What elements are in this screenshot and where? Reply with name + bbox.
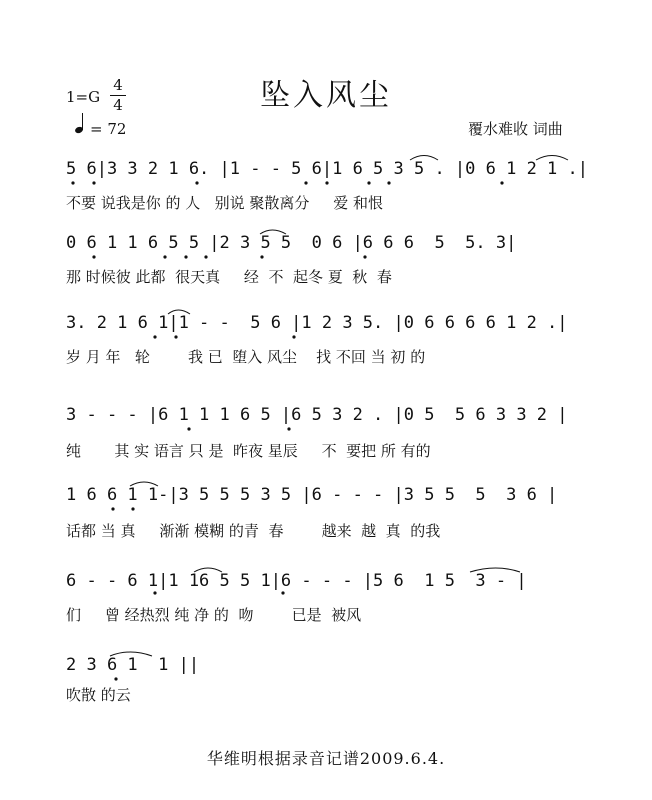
notation-line-2: 0 6 1 1 6 5 5 |2 3 5 5 0 6 |6 6 6 5 5. 3| [66,233,517,253]
lyrics-line-4: 纯 其 实 语言 只 是 昨夜 星辰 不 要把 所 有的 [66,442,431,460]
lyrics-line-7: 吹散 的云 [66,686,131,704]
notation-line-6: 6 - - 6 1|1 16 5 5 1|6 - - - |5 6 1 5 3 - | [66,571,527,591]
lyrics-line-1: 不要 说我是你 的 人 别说 聚散离分 爱 和恨 [66,194,383,212]
composer-credit: 覆水难收 词曲 [468,120,563,138]
notation-line-3: 3. 2 1 6 1|1 - - 5 6 |1 2 3 5. |0 6 6 6 6 1 2 .| [66,313,568,333]
key-signature: 1=G [66,88,101,106]
lyrics-line-2: 那 时候彼 此都 很天真 经 不 起冬 夏 秋 春 [66,268,392,286]
transcription-note: 华维明根据录音记谱2009.6.4. [206,749,446,768]
tempo-marking: = 72 [90,120,127,138]
time-signature-bottom: 4 [113,96,123,114]
notation-line-4: 3 - - - |6 1 1 1 6 5 |6 5 3 2 . |0 5 5 6 3 3 2 | [66,405,568,425]
octave-dots [71,181,503,680]
lyrics-line-6: 们 曾 经热烈 纯 净 的 吻 已是 被风 [66,606,362,624]
slur-marks [110,156,568,657]
lyrics-line-3: 岁 月 年 轮 我 已 堕入 风尘 找 不回 当 初 的 [66,348,426,366]
time-signature-top: 4 [113,76,123,94]
notation-line-7: 2 3 6 1 1 || [66,655,200,675]
notation-line-1: 5 6|3 3 2 1 6. |1 - - 5 6|1 6 5 3 5 . |0 6 1 2 1 .| [66,159,588,179]
lyrics-line-5: 话都 当 真 渐渐 模糊 的青 春 越来 越 真 的我 [66,522,441,540]
notation-line-5: 1 6 6 1 1-|3 5 5 5 3 5 |6 - - - |3 5 5 5 3 6 | [66,485,558,505]
song-title: 坠入风尘 [260,78,392,113]
